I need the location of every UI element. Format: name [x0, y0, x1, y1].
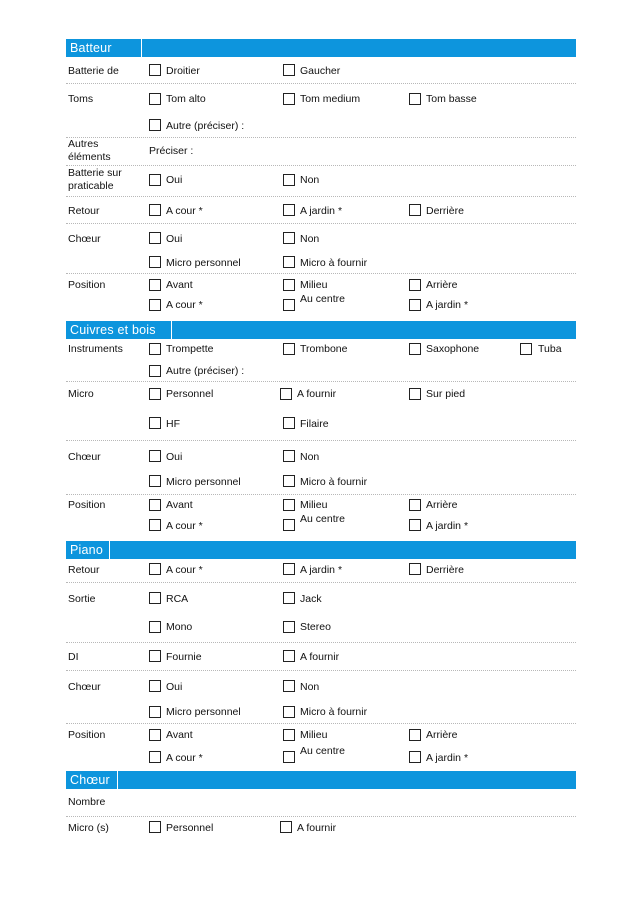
checkbox-sur-pied[interactable]: [409, 388, 421, 400]
checkbox-a-cour[interactable]: [149, 519, 161, 531]
row-label-choeur: Chœur: [68, 681, 101, 693]
row-divider: [66, 381, 576, 382]
option-label: A cour *: [166, 205, 203, 217]
checkbox-a-fournir[interactable]: [283, 650, 295, 662]
checkbox-oui[interactable]: [149, 174, 161, 186]
checkbox-oui[interactable]: [149, 450, 161, 462]
checkbox-personnel[interactable]: [149, 388, 161, 400]
checkbox-droitier[interactable]: [149, 64, 161, 76]
checkbox-non[interactable]: [283, 232, 295, 244]
row-label-position: Position: [68, 279, 106, 291]
row-label-position: Position: [68, 729, 106, 741]
option-label: HF: [166, 418, 180, 430]
row-divider: [66, 83, 576, 84]
row-divider: [66, 196, 576, 197]
checkbox-filaire[interactable]: [283, 417, 295, 429]
checkbox-autre[interactable]: [149, 365, 161, 377]
option-label: Milieu: [300, 499, 328, 511]
checkbox-arriere[interactable]: [409, 499, 421, 511]
option-label: Arrière: [426, 279, 458, 291]
row-divider: [66, 137, 576, 138]
option-label: Filaire: [300, 418, 329, 430]
option-label: Tom basse: [426, 93, 477, 105]
row-divider: [66, 816, 576, 817]
section-header-batteur: [66, 39, 576, 57]
option-label: Micro personnel: [166, 706, 241, 718]
option-label: Tom alto: [166, 93, 206, 105]
row-label-autres: Autres éléments: [68, 138, 111, 163]
row-divider: [66, 165, 576, 166]
option-label: Derrière: [426, 205, 464, 217]
option-label: A jardin *: [300, 564, 343, 576]
option-label: Non: [300, 174, 320, 186]
option-label: Stereo: [300, 621, 331, 633]
checkbox-avant[interactable]: [149, 499, 161, 511]
checkbox-au-centre[interactable]: [283, 299, 295, 311]
row-divider: [66, 582, 576, 583]
option-label: A jardin *: [426, 299, 469, 311]
checkbox-micro-a-fournir[interactable]: [283, 475, 295, 487]
option-label: Mono: [166, 621, 193, 633]
option-label: A fournir: [297, 388, 337, 400]
option-label: Autre (préciser) :: [166, 120, 245, 132]
checkbox-arriere[interactable]: [409, 729, 421, 741]
checkbox-non[interactable]: [283, 174, 295, 186]
row-label-sortie: Sortie: [68, 593, 96, 605]
checkbox-a-jardin[interactable]: [409, 519, 421, 531]
section-header-cuivres: [66, 321, 576, 339]
option-label: Derrière: [426, 564, 464, 576]
option-label: Arrière: [426, 729, 458, 741]
option-label: A cour *: [166, 752, 203, 764]
option-label: A jardin *: [426, 520, 469, 532]
row-divider: [66, 223, 576, 224]
option-label: Milieu: [300, 729, 328, 741]
section-title: Cuivres et bois: [66, 321, 172, 339]
checkbox-milieu[interactable]: [283, 729, 295, 741]
checkbox-avant[interactable]: [149, 279, 161, 291]
checkbox-a-cour[interactable]: [149, 204, 161, 216]
option-label: Micro à fournir: [300, 257, 368, 269]
checkbox-gaucher[interactable]: [283, 64, 295, 76]
option-label: Non: [300, 681, 320, 693]
option-label: A jardin *: [426, 752, 469, 764]
option-label: Gaucher: [300, 65, 341, 77]
row-divider: [66, 642, 576, 643]
option-label: Saxophone: [426, 343, 480, 355]
checkbox-saxophone[interactable]: [409, 343, 421, 355]
section-title: Piano: [66, 541, 110, 559]
option-label: Arrière: [426, 499, 458, 511]
option-label: Fournie: [166, 651, 202, 663]
option-label: A cour *: [166, 564, 203, 576]
checkbox-non[interactable]: [283, 680, 295, 692]
option-label: Trompette: [166, 343, 214, 355]
option-label: Oui: [166, 233, 183, 245]
checkbox-avant[interactable]: [149, 729, 161, 741]
checkbox-non[interactable]: [283, 450, 295, 462]
checkbox-personnel[interactable]: [149, 821, 161, 833]
checkbox-jack[interactable]: [283, 592, 295, 604]
checkbox-hf[interactable]: [149, 417, 161, 429]
option-label: Non: [300, 233, 320, 245]
option-label: Jack: [300, 593, 322, 605]
checkbox-micro-personnel[interactable]: [149, 706, 161, 718]
row-label-di: DI: [68, 651, 79, 663]
option-label: Avant: [166, 499, 193, 511]
checkbox-milieu[interactable]: [283, 279, 295, 291]
row-divider: [66, 670, 576, 671]
checkbox-derriere[interactable]: [409, 204, 421, 216]
row-label-nombre: Nombre: [68, 796, 106, 808]
row-label-position: Position: [68, 499, 106, 511]
checkbox-a-jardin[interactable]: [283, 563, 295, 575]
checkbox-derriere[interactable]: [409, 563, 421, 575]
checkbox-a-cour[interactable]: [149, 299, 161, 311]
checkbox-autre[interactable]: [149, 119, 161, 131]
row-label-batterie: Batterie de: [68, 65, 119, 77]
section-title: Batteur: [66, 39, 142, 57]
option-label: Micro personnel: [166, 476, 241, 488]
checkbox-oui[interactable]: [149, 232, 161, 244]
checkbox-au-centre[interactable]: [283, 519, 295, 531]
option-label: Oui: [166, 174, 183, 186]
option-label: A fournir: [300, 651, 340, 663]
preciser-label: Préciser :: [149, 145, 194, 157]
option-label: A cour *: [166, 299, 203, 311]
checkbox-a-cour[interactable]: [149, 563, 161, 575]
row-divider: [66, 494, 576, 495]
option-label: Avant: [166, 729, 193, 741]
option-label: A jardin *: [300, 205, 343, 217]
checkbox-tuba[interactable]: [520, 343, 532, 355]
row-label-retour: Retour: [68, 564, 100, 576]
section-header-piano: [66, 541, 576, 559]
checkbox-a-fournir[interactable]: [280, 388, 292, 400]
option-label: Tom medium: [300, 93, 361, 105]
option-label: Micro personnel: [166, 257, 241, 269]
option-label: Oui: [166, 451, 183, 463]
option-label: RCA: [166, 593, 189, 605]
row-label-micro: Micro (s): [68, 822, 109, 834]
checkbox-rca[interactable]: [149, 592, 161, 604]
option-label: Droitier: [166, 65, 200, 77]
row-label-toms: Toms: [68, 93, 94, 105]
checkbox-a-fournir[interactable]: [280, 821, 292, 833]
option-label: Personnel: [166, 822, 214, 834]
checkbox-milieu[interactable]: [283, 499, 295, 511]
option-label: Sur pied: [426, 388, 466, 400]
option-label: Trombone: [300, 343, 348, 355]
checkbox-arriere[interactable]: [409, 279, 421, 291]
option-label: Au centre: [300, 513, 345, 525]
option-label: A fournir: [297, 822, 337, 834]
option-label: Personnel: [166, 388, 214, 400]
row-label-micro: Micro: [68, 388, 94, 400]
option-label: Micro à fournir: [300, 706, 368, 718]
row-divider: [66, 723, 576, 724]
option-label: Tuba: [538, 343, 562, 355]
checkbox-micro-a-fournir[interactable]: [283, 706, 295, 718]
option-label: Non: [300, 451, 320, 463]
checkbox-micro-personnel[interactable]: [149, 475, 161, 487]
checkbox-a-cour[interactable]: [149, 751, 161, 763]
checkbox-tom-medium[interactable]: [283, 93, 295, 105]
option-label: Au centre: [300, 745, 345, 757]
checkbox-mono[interactable]: [149, 621, 161, 633]
row-label-choeur: Chœur: [68, 233, 101, 245]
option-label: Autre (préciser) :: [166, 365, 245, 377]
checkbox-a-jardin[interactable]: [283, 204, 295, 216]
row-divider: [66, 440, 576, 441]
option-label: Avant: [166, 279, 193, 291]
row-label-choeur: Chœur: [68, 451, 101, 463]
row-label-praticable: Batterie sur praticable: [68, 167, 122, 192]
checkbox-au-centre[interactable]: [283, 751, 295, 763]
checkbox-trompette[interactable]: [149, 343, 161, 355]
option-label: Milieu: [300, 279, 328, 291]
checkbox-stereo[interactable]: [283, 621, 295, 633]
checkbox-trombone[interactable]: [283, 343, 295, 355]
row-label-instruments: Instruments: [68, 343, 123, 355]
option-label: Au centre: [300, 293, 345, 305]
section-title: Chœur: [66, 771, 118, 789]
checkbox-oui[interactable]: [149, 680, 161, 692]
checkbox-a-jardin[interactable]: [409, 751, 421, 763]
checkbox-fournie[interactable]: [149, 650, 161, 662]
checkbox-micro-a-fournir[interactable]: [283, 256, 295, 268]
checkbox-a-jardin[interactable]: [409, 299, 421, 311]
option-label: A cour *: [166, 520, 203, 532]
checkbox-tom-basse[interactable]: [409, 93, 421, 105]
row-label-retour: Retour: [68, 205, 100, 217]
option-label: Micro à fournir: [300, 476, 368, 488]
row-divider: [66, 273, 576, 274]
option-label: Oui: [166, 681, 183, 693]
checkbox-micro-personnel[interactable]: [149, 256, 161, 268]
checkbox-tom-alto[interactable]: [149, 93, 161, 105]
section-header-choeur: [66, 771, 576, 789]
